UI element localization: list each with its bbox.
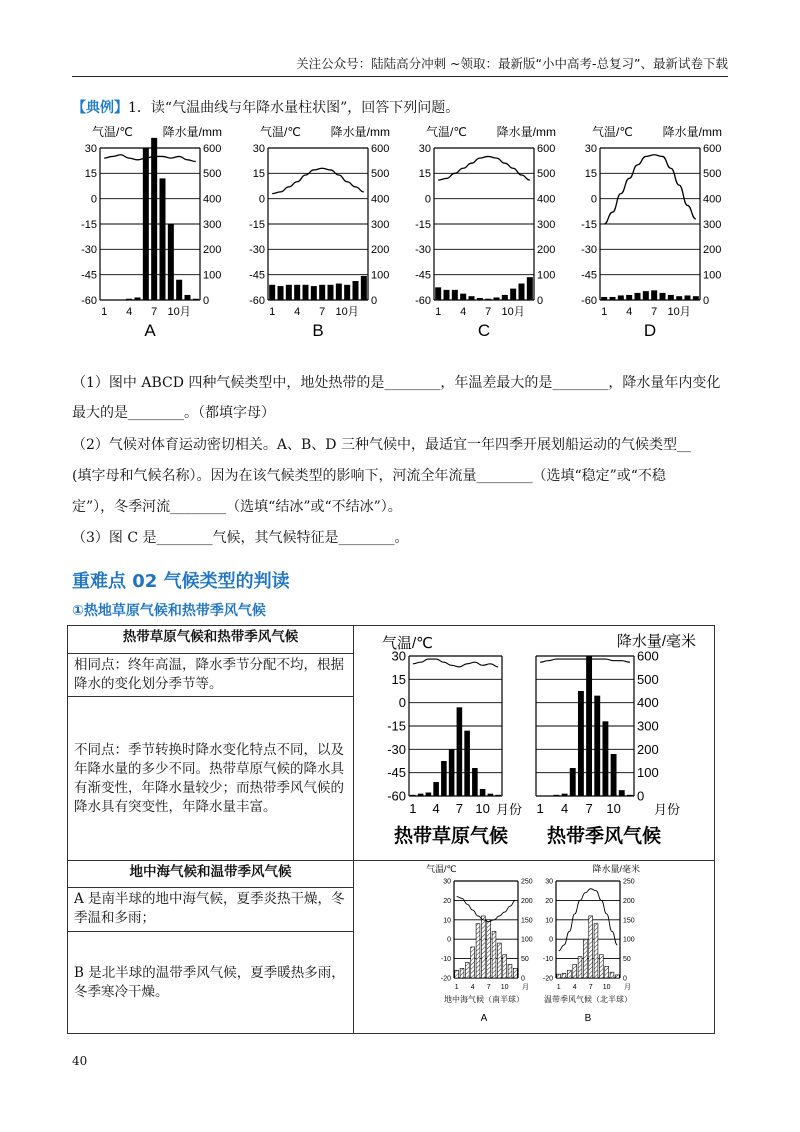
month-tick-label: 7: [588, 984, 593, 991]
comparison-table: [67, 625, 715, 1034]
precip-bar: [471, 947, 475, 978]
precip-bar: [562, 794, 568, 796]
temp-tick-label: -45: [415, 269, 431, 282]
precip-tick-label: 0: [703, 294, 710, 307]
temp-tick-label: 20: [545, 897, 553, 905]
temp-axis-label: 气温/℃: [592, 125, 633, 139]
temp-tick-label: 0: [90, 193, 97, 206]
temp-tick-label: 0: [590, 193, 597, 206]
temp-tick-label: -30: [387, 741, 406, 757]
precip-bar: [502, 295, 508, 300]
month-tick-label: 1: [101, 306, 108, 318]
chart-letter-B: B: [584, 1013, 592, 1024]
month-tick-label: 10月: [667, 306, 691, 318]
precip-bar: [311, 286, 317, 300]
temp-tick-label: 15: [584, 168, 597, 181]
precip-tick-label: 0: [203, 294, 210, 307]
temp-axis-label: 气温/℃: [260, 125, 301, 139]
precip-tick-label: 200: [203, 244, 222, 257]
precip-bar: [168, 224, 174, 300]
precip-bar: [460, 968, 464, 978]
precip-tick-label: 600: [371, 142, 390, 155]
precip-tick-label: 400: [203, 193, 222, 206]
temp-tick-label: -30: [581, 244, 597, 257]
month-tick-label: 1: [556, 984, 561, 991]
precip-bar: [487, 920, 491, 978]
precip-bar: [618, 295, 624, 300]
chart-name-monsoon: 热带季风气候: [546, 826, 662, 847]
table-row-b: B 是北半球的温带季风气候，夏季暖热多雨，冬季寒冷干燥。: [68, 932, 354, 1034]
table-same-point: 相同点：终年高温，降水季节分配不均，根据降水的变化划分季节等。: [68, 654, 354, 697]
precip-bar: [610, 297, 616, 300]
precip-bar: [278, 286, 284, 300]
temp-tick-label: 0: [398, 695, 406, 711]
precip-bar: [602, 721, 608, 796]
precip-bar: [336, 284, 342, 300]
precip-tick-label: 400: [537, 193, 556, 206]
precip-tick-label: 400: [703, 193, 722, 206]
temp-tick-label: 0: [549, 936, 553, 944]
temp-tick-label: 30: [584, 142, 597, 155]
precip-bar: [353, 281, 359, 300]
month-tick-label: 1: [409, 801, 417, 816]
precip-bar: [495, 795, 501, 796]
month-unit-label: 月份: [654, 802, 681, 817]
page-header: 关注公众号：陆陆高分冲刺 ~领取：最新版“小中高考-总复习”、最新试卷下载: [72, 54, 728, 77]
temperature-line: [540, 659, 630, 662]
precip-tick-label: 300: [637, 718, 659, 734]
question-2b: (填字母和气候名称）。因为在该气候类型的影响下，河流全年流量________（选填“稳定”或“不稳: [72, 468, 666, 484]
month-tick-label: 4: [626, 306, 633, 318]
temp-tick-label: -10: [542, 956, 553, 964]
precip-tick-label: 500: [371, 168, 390, 181]
precip-bar: [626, 295, 632, 300]
month-tick-label: 4: [572, 984, 577, 991]
precip-bar: [651, 290, 657, 300]
precip-bar: [193, 299, 199, 300]
temp-axis-label: 气温/℃: [426, 125, 467, 139]
example-tag: 【典例】: [72, 100, 128, 116]
temperature-line: [272, 168, 364, 193]
precip-bar: [660, 293, 666, 300]
month-tick-label: 4: [432, 801, 440, 816]
precip-tick-label: 300: [371, 218, 390, 231]
section-subtitle: ①热地草原气候和热带季风气候: [72, 603, 266, 619]
precip-bar: [589, 916, 593, 978]
precip-bar: [578, 957, 582, 978]
climate-charts-abcd: [80, 118, 740, 348]
precip-bar: [508, 964, 512, 978]
precip-tick-label: 250: [623, 878, 635, 886]
temp-tick-label: -10: [440, 956, 451, 964]
precip-bar: [494, 297, 500, 300]
question-2a: （2）气候对体育运动密切相关。A、B、D 三种气候中，最适宜一年四季开展划船运动的气候类型__: [72, 437, 691, 453]
table-heading-1: 热带草原气候和热带季风气候: [68, 626, 354, 654]
precip-bar: [567, 970, 571, 978]
temp-tick-label: 30: [418, 142, 431, 155]
precip-bar: [611, 754, 617, 796]
precip-bar: [497, 943, 501, 978]
temperature-line: [413, 659, 498, 667]
precip-bar: [286, 285, 292, 300]
precip-bar: [605, 966, 609, 978]
precip-bar: [361, 276, 367, 300]
chart-name-savanna: 热带草原气候: [393, 826, 509, 847]
precip-tick-label: 200: [637, 741, 659, 757]
precip-tick-label: 400: [371, 193, 390, 206]
precip-bar: [610, 972, 614, 978]
temp-tick-label: 15: [418, 168, 431, 181]
temp-tick-label: -60: [387, 788, 406, 804]
precip-tick-label: 100: [637, 765, 659, 781]
temp-tick-label: -45: [249, 269, 265, 282]
precip-bar: [513, 968, 517, 978]
question-3: （3）图 C 是________气候，其气候特征是________。: [72, 530, 409, 546]
table-diff-point: 不同点：季节转换时降水变化特点不同，以及年降水量的多少不同。热带草原气候的降水具有渐变性，年降水量较少；而热带季风气候的降水具有突变性，年降水量丰富。: [68, 697, 354, 861]
precip-bar: [573, 964, 577, 978]
month-unit-label: 月份: [496, 802, 523, 817]
precip-bar: [557, 974, 561, 978]
precip-tick-label: 250: [521, 878, 533, 886]
temp-tick-label: 20: [443, 897, 451, 905]
precip-bar: [457, 707, 463, 796]
month-tick-label: 4: [470, 984, 475, 991]
precip-axis-label: 降水量/毫米: [592, 864, 640, 874]
month-tick-label: 4: [126, 306, 133, 318]
precip-bar: [160, 178, 166, 300]
chart-cell-2: [354, 861, 715, 1034]
mediterranean-monsoon-charts: [354, 861, 714, 1027]
precip-bar: [344, 285, 350, 300]
precip-bar: [477, 298, 483, 300]
temp-tick-label: 10: [443, 917, 451, 925]
precip-bar: [441, 761, 447, 796]
precip-bar: [519, 284, 525, 300]
temp-tick-label: -45: [81, 269, 97, 282]
precip-tick-label: 600: [637, 648, 659, 664]
precip-tick-label: 100: [371, 269, 390, 282]
precip-bar: [460, 294, 466, 300]
temp-tick-label: -45: [387, 765, 406, 781]
example-intro: [72, 98, 728, 118]
temp-tick-label: -20: [542, 975, 553, 983]
precip-bar: [586, 656, 592, 796]
table-heading-2: 地中海气候和温带季风气候: [68, 861, 354, 888]
precip-tick-label: 300: [537, 218, 556, 231]
temp-tick-label: -60: [415, 294, 431, 307]
precip-tick-label: 0: [521, 975, 525, 983]
precip-tick-label: 150: [521, 917, 533, 925]
precip-bar: [594, 924, 598, 978]
temp-tick-label: 0: [424, 193, 431, 206]
precip-bar: [444, 290, 450, 300]
temp-axis-label: 气温/℃: [92, 125, 133, 139]
precip-bar: [676, 296, 682, 300]
precip-tick-label: 500: [203, 168, 222, 181]
precip-bar: [319, 285, 325, 300]
precip-bar: [269, 285, 275, 300]
month-tick-label: 7: [585, 801, 593, 816]
example-text: 1．读“气温曲线与年降水量柱状图”，回答下列问题。: [128, 100, 460, 116]
chart-letter-B: B: [312, 321, 324, 340]
precip-bar: [135, 297, 141, 300]
precip-tick-label: 0: [637, 788, 645, 804]
precip-tick-label: 100: [203, 269, 222, 282]
precip-bar: [601, 297, 607, 300]
temp-tick-label: 30: [545, 878, 553, 886]
precip-tick-label: 200: [703, 244, 722, 257]
page-number: 40: [72, 1054, 88, 1068]
section-title: 重难点 02 气候类型的判读: [72, 571, 290, 592]
precip-bar: [476, 924, 480, 978]
month-tick-label: 7: [485, 306, 492, 318]
precip-bar: [503, 955, 507, 978]
temp-tick-label: -15: [581, 218, 597, 231]
precip-bar: [643, 291, 649, 300]
temp-tick-label: 30: [84, 142, 97, 155]
temp-tick-label: 30: [443, 878, 451, 886]
temp-tick-label: 15: [252, 168, 265, 181]
chart-name-temperate-monsoon: 温带季风气候（北半球）: [544, 995, 632, 1004]
precip-bar: [480, 789, 486, 796]
precip-bar: [433, 782, 439, 796]
temperature-line: [604, 155, 696, 224]
precip-bar: [599, 955, 603, 978]
month-tick-label: 10月: [501, 306, 525, 318]
precip-bar: [635, 293, 641, 300]
precip-bar: [562, 973, 566, 978]
month-tick-label: 10月: [167, 306, 191, 318]
precip-axis-label: 降水量/mm: [496, 125, 556, 139]
precip-tick-label: 500: [637, 671, 659, 687]
precip-tick-label: 0: [623, 975, 627, 983]
month-tick-label: 7: [319, 306, 326, 318]
precip-bar: [488, 794, 494, 796]
precip-bar: [619, 790, 625, 796]
precip-bar: [627, 795, 633, 796]
precip-bar: [481, 916, 485, 978]
precip-bar: [143, 148, 149, 300]
precip-bar: [418, 794, 424, 796]
precip-tick-label: 150: [623, 917, 635, 925]
month-tick-label: 10: [500, 984, 509, 991]
temp-tick-label: -15: [249, 218, 265, 231]
precip-bar: [469, 296, 475, 300]
precip-bar: [464, 731, 470, 796]
precip-bar: [472, 768, 478, 796]
month-tick-label: 1: [269, 306, 276, 318]
precip-tick-label: 600: [203, 142, 222, 155]
precip-bar: [151, 138, 157, 300]
precip-bar: [615, 975, 619, 978]
temp-tick-label: 15: [391, 671, 406, 687]
precip-tick-label: 500: [537, 168, 556, 181]
question-1b: 最大的是________。（都填字母）: [72, 405, 275, 421]
precip-bar: [485, 299, 491, 300]
precip-bar: [435, 287, 441, 300]
precip-tick-label: 50: [623, 956, 631, 964]
question-1a: （1）图中 ABCD 四种气候类型中，地处热带的是________，年温差最大的是________，降水量年内变化: [72, 375, 721, 391]
precip-bar: [668, 295, 674, 300]
month-tick-label: 4: [294, 306, 301, 318]
precip-tick-label: 200: [521, 897, 533, 905]
precip-bar: [594, 696, 600, 796]
temp-tick-label: 0: [258, 193, 265, 206]
temp-tick-label: -15: [387, 718, 406, 734]
month-tick-label: 7: [486, 984, 491, 991]
precip-bar: [510, 289, 516, 300]
precip-tick-label: 100: [623, 936, 635, 944]
precip-bar: [465, 962, 469, 978]
question-2c: 定”），冬季河流________（选填“结冰”或“不结冰”）。: [72, 499, 402, 515]
month-tick-label: 1: [454, 984, 459, 991]
month-tick-label: 4: [560, 801, 569, 816]
month-tick-label: 10: [602, 984, 611, 991]
chart-name-mediterranean: 地中海气候（南半球）: [444, 995, 524, 1004]
temp-tick-label: -60: [581, 294, 597, 307]
temp-tick-label: 0: [447, 936, 451, 944]
precip-bar: [492, 931, 496, 978]
precip-bar: [685, 295, 691, 300]
temperature-line: [438, 156, 530, 180]
precip-bar: [527, 277, 533, 300]
temp-axis-label: 气温/℃: [426, 864, 457, 874]
precip-bar: [693, 296, 699, 300]
precip-tick-label: 300: [203, 218, 222, 231]
temp-tick-label: -30: [415, 244, 431, 257]
table-row-a: A 是南半球的地中海气候，夏季炎热干燥，冬季温和多雨；: [68, 887, 354, 932]
month-tick-label: 10: [606, 801, 621, 816]
chart-cell-1: [354, 626, 715, 861]
temp-tick-label: -30: [81, 244, 97, 257]
month-tick-label: 10月: [335, 306, 359, 318]
precip-bar: [294, 285, 300, 300]
precip-bar: [578, 691, 584, 796]
precip-tick-label: 0: [537, 294, 544, 307]
precip-tick-label: 100: [537, 269, 556, 282]
precip-tick-label: 500: [703, 168, 722, 181]
month-unit-label: 月: [522, 984, 529, 991]
precip-bar: [126, 299, 132, 300]
chart-letter-C: C: [477, 321, 491, 340]
precip-tick-label: 200: [371, 244, 390, 257]
precip-bar: [410, 795, 416, 796]
temp-tick-label: 30: [252, 142, 265, 155]
precip-axis-label: 降水量/mm: [662, 125, 722, 139]
precip-axis-label: 降水量/mm: [330, 125, 390, 139]
precip-bar: [452, 290, 458, 300]
precip-bar: [583, 939, 587, 978]
precip-tick-label: 100: [703, 269, 722, 282]
temp-axis-label: 气温/℃: [382, 635, 434, 652]
precip-tick-label: 600: [703, 142, 722, 155]
temperature-line: [104, 155, 196, 162]
month-tick-label: 1: [536, 801, 544, 816]
precip-bar: [570, 768, 576, 796]
temp-tick-label: -60: [81, 294, 97, 307]
month-tick-label: 7: [151, 306, 158, 318]
precip-tick-label: 0: [371, 294, 378, 307]
precip-tick-label: 200: [623, 897, 635, 905]
precip-tick-label: 400: [637, 695, 659, 711]
month-tick-label: 7: [651, 306, 658, 318]
precip-bar: [303, 285, 309, 300]
precip-bar: [553, 795, 559, 796]
precip-bar: [185, 295, 191, 300]
precip-tick-label: 50: [521, 956, 529, 964]
tropical-climate-charts: [354, 626, 714, 854]
temp-tick-label: 15: [84, 168, 97, 181]
month-tick-label: 1: [435, 306, 442, 318]
precip-bar: [449, 749, 455, 796]
month-tick-label: 7: [455, 801, 463, 816]
precip-bar: [328, 285, 334, 300]
precip-bar: [455, 970, 459, 978]
precip-bar: [426, 793, 432, 797]
month-tick-label: 10: [475, 801, 490, 816]
temp-tick-label: -60: [249, 294, 265, 307]
precip-axis-label: 降水量/毫米: [616, 633, 696, 650]
precip-tick-label: 100: [521, 936, 533, 944]
precip-tick-label: 200: [537, 244, 556, 257]
temp-tick-label: -15: [81, 218, 97, 231]
chart-letter-D: D: [643, 321, 657, 340]
temp-tick-label: 10: [545, 917, 553, 925]
temp-tick-label: -30: [249, 244, 265, 257]
precip-bar: [176, 280, 182, 300]
temp-tick-label: -20: [440, 975, 451, 983]
month-tick-label: 1: [601, 306, 608, 318]
temp-tick-label: -15: [415, 218, 431, 231]
precip-tick-label: 600: [537, 142, 556, 155]
temp-tick-label: -45: [581, 269, 597, 282]
precip-tick-label: 300: [703, 218, 722, 231]
month-unit-label: 月: [624, 984, 631, 991]
precip-axis-label: 降水量/mm: [162, 125, 222, 139]
chart-letter-A: A: [480, 1013, 488, 1024]
chart-letter-A: A: [144, 321, 156, 340]
temp-tick-label: 30: [391, 648, 406, 664]
month-tick-label: 4: [460, 306, 467, 318]
